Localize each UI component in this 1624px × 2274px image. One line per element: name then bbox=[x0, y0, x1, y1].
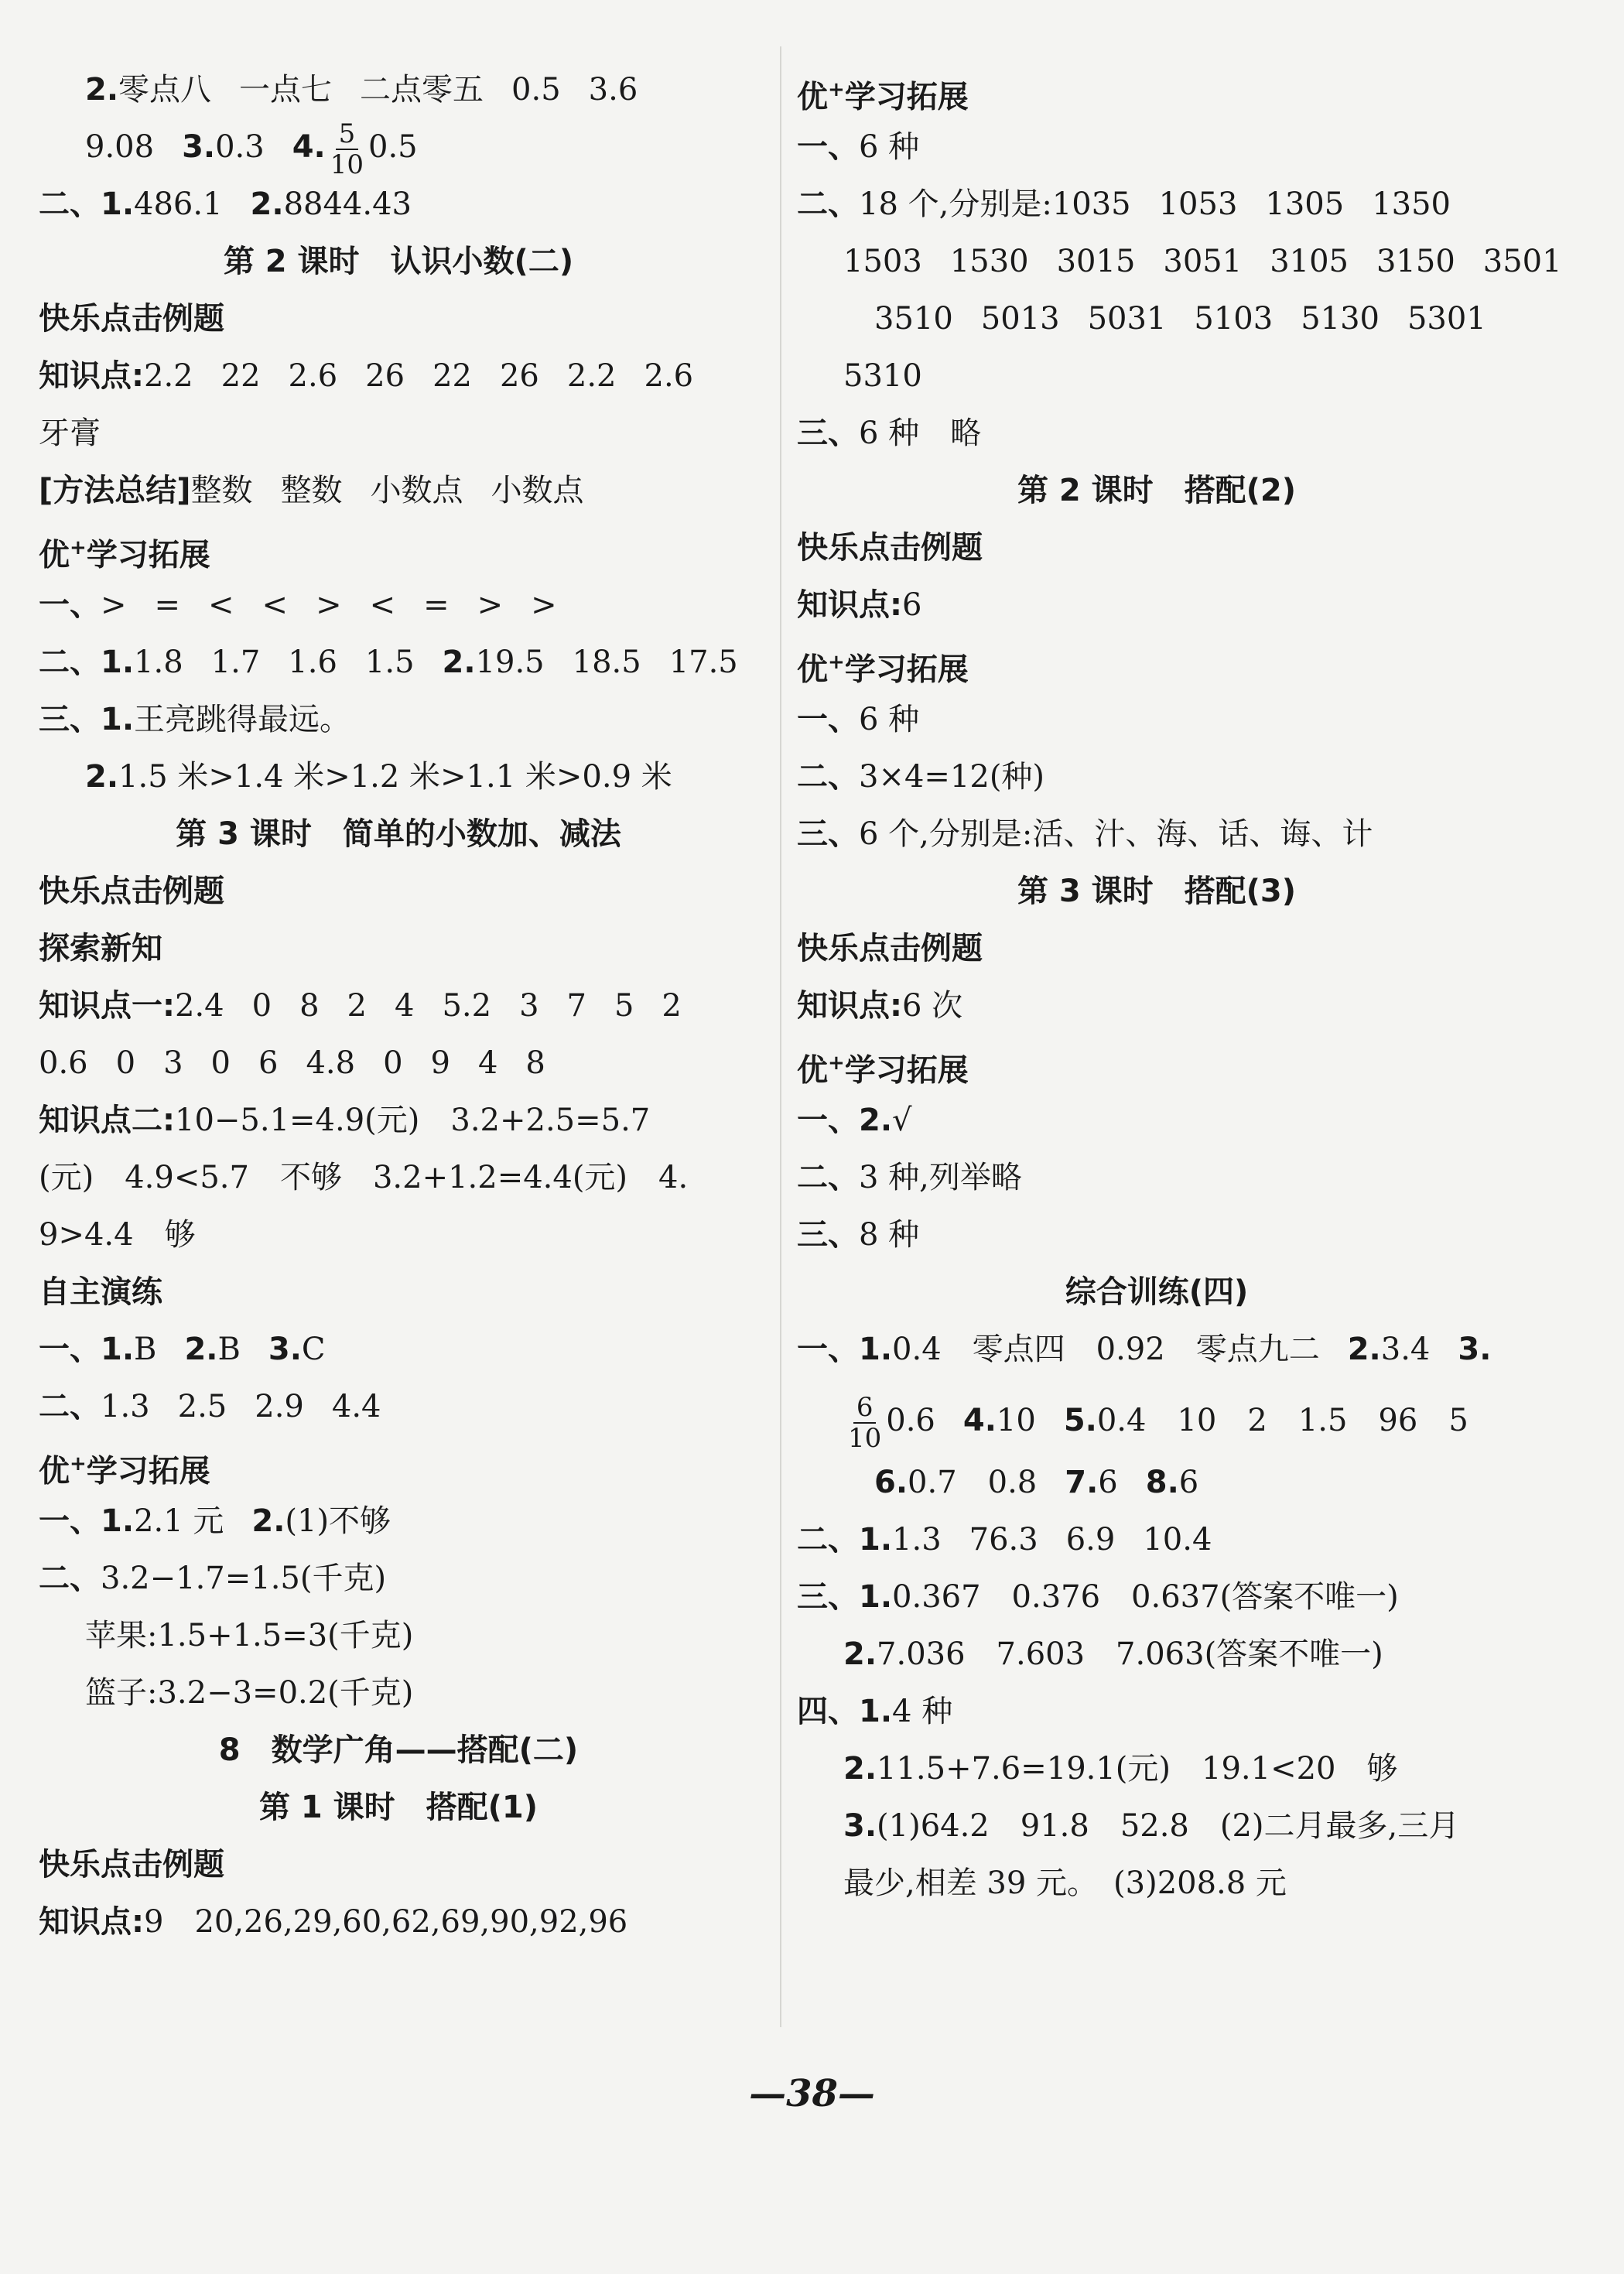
answer-text: > bbox=[477, 587, 504, 623]
section-prefix: 二、 bbox=[39, 186, 101, 222]
answer-text: 0.6 bbox=[39, 1045, 88, 1081]
answer-text: 1.6 bbox=[288, 645, 337, 680]
item-number: 7. bbox=[1065, 1465, 1099, 1500]
section-heading bbox=[39, 526, 210, 576]
lesson-heading: 第 2 课时 搭配(2) bbox=[1017, 473, 1297, 508]
heading-text: 优 bbox=[39, 1453, 70, 1489]
answer-text: 0.4 零点四 0.92 零点九二 bbox=[892, 1332, 1320, 1367]
item-number: 2. bbox=[85, 72, 119, 108]
column-divider bbox=[780, 46, 781, 2027]
answer-text: (1)64.2 91.8 52.8 (2)二月最多,三月 bbox=[877, 1808, 1460, 1844]
section-heading: 快乐点击例题 bbox=[39, 1847, 224, 1882]
answer-text: 9 20,26,29,60,62,69,90,92,96 bbox=[144, 1904, 628, 1940]
section-prefix: 一、 bbox=[39, 587, 101, 623]
answer-text: 0.3 bbox=[215, 129, 265, 165]
item-number: 1. bbox=[101, 702, 135, 737]
item-number: 1. bbox=[859, 1332, 893, 1367]
answer-text: 18 个,分别是: bbox=[859, 186, 1052, 222]
answer-text: 6.9 bbox=[1065, 1522, 1116, 1558]
answer-line bbox=[797, 1575, 1399, 1619]
answer-text: 3.6 bbox=[588, 72, 638, 108]
answer-line bbox=[39, 1385, 409, 1428]
answer-text: B bbox=[217, 1332, 241, 1367]
answer-line bbox=[39, 1499, 391, 1543]
answer-text: 1.5 bbox=[364, 645, 415, 680]
answer-text: 26 bbox=[499, 358, 539, 394]
answer-text: 6 bbox=[1178, 1465, 1199, 1500]
answer-text: 17.5 bbox=[668, 645, 738, 680]
answer-line bbox=[39, 1900, 627, 1944]
answer-line bbox=[874, 1461, 1226, 1504]
answer-text: 6 种 bbox=[859, 702, 920, 737]
denominator: 10 bbox=[330, 149, 364, 180]
section-prefix: 二、 bbox=[797, 1522, 859, 1558]
answer-line bbox=[39, 641, 766, 684]
answer-text: 2.4 bbox=[175, 988, 224, 1024]
answer-text: 4 种 bbox=[892, 1694, 953, 1729]
section-heading bbox=[797, 1041, 969, 1092]
answer-line bbox=[39, 1328, 354, 1371]
heading-text: 学习拓展 bbox=[844, 651, 969, 688]
answer-text: 6 次 bbox=[902, 988, 963, 1024]
check-mark: √ bbox=[892, 1103, 912, 1138]
item-number: 8. bbox=[1145, 1465, 1179, 1500]
answer-text: 3 bbox=[519, 988, 539, 1024]
answer-text: 3015 bbox=[1056, 244, 1136, 279]
answer-text: 9 bbox=[430, 1045, 450, 1081]
answer-text: 5130 bbox=[1301, 301, 1380, 337]
page-number: —38— bbox=[749, 2072, 875, 2115]
knowledge-label: 知识点: bbox=[797, 587, 902, 623]
answer-text: 1530 bbox=[949, 244, 1029, 279]
answer-text: 0 bbox=[383, 1045, 403, 1081]
answer-line bbox=[39, 354, 721, 398]
item-number: 3. bbox=[843, 1808, 877, 1844]
item-number: 3. bbox=[268, 1332, 302, 1367]
answer-text: 4.8 bbox=[306, 1045, 356, 1081]
section-heading: 自主演练 bbox=[39, 1274, 162, 1310]
answer-line bbox=[797, 1156, 1022, 1199]
answer-text: 3×4=12(种) bbox=[859, 759, 1045, 795]
answer-text: 1503 bbox=[843, 244, 922, 279]
answer-text: 篮子:3.2−3=0.2(千克) bbox=[85, 1675, 414, 1711]
answer-text: 3105 bbox=[1270, 244, 1349, 279]
answer-line bbox=[39, 183, 412, 226]
answer-line bbox=[797, 984, 962, 1028]
answer-text: (元) 4.9<5.7 不够 3.2+1.2=4.4(元) 4. bbox=[39, 1160, 689, 1195]
answer-text: 9.08 bbox=[85, 129, 155, 165]
answer-line bbox=[797, 1099, 912, 1142]
answer-text: 5.2 bbox=[442, 988, 492, 1024]
lesson-heading: 综合训练(四) bbox=[1065, 1274, 1249, 1310]
answer-text: = bbox=[154, 587, 181, 623]
answer-line bbox=[843, 1633, 1383, 1676]
answer-line bbox=[39, 583, 585, 627]
item-number: 4. bbox=[292, 129, 326, 165]
denominator: 10 bbox=[848, 1423, 882, 1454]
section-prefix: 一、 bbox=[797, 129, 859, 165]
answer-text: 76.3 bbox=[969, 1522, 1038, 1558]
answer-line bbox=[85, 68, 665, 111]
answer-line bbox=[39, 698, 350, 741]
knowledge-label: 知识点二: bbox=[39, 1103, 175, 1138]
answer-text: 3.4 bbox=[1380, 1332, 1431, 1367]
answer-line bbox=[39, 1041, 573, 1085]
answer-text: 3150 bbox=[1376, 244, 1455, 279]
answer-text: = bbox=[423, 587, 450, 623]
answer-text: > bbox=[316, 587, 342, 623]
section-prefix: 二、 bbox=[39, 1389, 101, 1424]
knowledge-label: 知识点一: bbox=[39, 988, 175, 1024]
item-number: 1. bbox=[101, 1503, 135, 1539]
answer-text: 苹果:1.5+1.5=3(千克) bbox=[85, 1618, 414, 1653]
section-prefix: 二、 bbox=[39, 645, 101, 680]
answer-text: 0.4 10 2 1.5 96 5 bbox=[1096, 1403, 1468, 1438]
answer-text: < bbox=[208, 587, 234, 623]
answer-text: 0 bbox=[210, 1045, 231, 1081]
answer-text: 1.3 bbox=[892, 1522, 942, 1558]
answer-text: 10.4 bbox=[1143, 1522, 1212, 1558]
item-number: 1. bbox=[101, 1332, 135, 1367]
answer-line bbox=[797, 583, 921, 627]
answer-text: 6 bbox=[1098, 1465, 1118, 1500]
answer-text: 22 bbox=[221, 358, 261, 394]
answer-text: 19.5 bbox=[475, 645, 545, 680]
answer-text: 2 bbox=[662, 988, 682, 1024]
answer-text: 最少,相差 39 元。 (3)208.8 元 bbox=[843, 1865, 1287, 1901]
answer-line bbox=[39, 1099, 650, 1142]
answer-text: 0.6 bbox=[886, 1403, 935, 1438]
section-prefix: 一、 bbox=[39, 1332, 101, 1367]
answer-text: > bbox=[101, 587, 127, 623]
item-number: 6. bbox=[874, 1465, 908, 1500]
answer-line bbox=[797, 698, 919, 741]
answer-line bbox=[85, 755, 672, 798]
heading-sup: + bbox=[828, 651, 845, 674]
answer-text: (1)不够 bbox=[285, 1503, 391, 1539]
answer-text: 2 bbox=[347, 988, 367, 1024]
section-prefix: 三、 bbox=[797, 816, 859, 852]
heading-text: 学习拓展 bbox=[86, 1453, 210, 1489]
right-column bbox=[797, 60, 1562, 2041]
answer-text: 一点七 bbox=[239, 72, 333, 108]
answer-line bbox=[39, 1557, 386, 1600]
answer-text: 22 bbox=[432, 358, 472, 394]
answer-text: 6 bbox=[258, 1045, 279, 1081]
answer-text: > bbox=[531, 587, 557, 623]
answer-text: 2.6 bbox=[288, 358, 338, 394]
item-number: 5. bbox=[1063, 1403, 1097, 1438]
section-prefix: 一、 bbox=[797, 1103, 859, 1138]
answer-text: 2.2 bbox=[144, 358, 193, 394]
answer-text: 小数点 bbox=[491, 473, 584, 508]
answer-line bbox=[797, 755, 1044, 798]
heading-text: 学习拓展 bbox=[844, 79, 969, 115]
answer-text: 3.2−1.7=1.5(千克) bbox=[101, 1561, 387, 1596]
answer-text: 1.7 bbox=[210, 645, 261, 680]
section-prefix: 一、 bbox=[39, 1503, 101, 1539]
answer-text: 5013 bbox=[980, 301, 1060, 337]
answer-text: 1.8 bbox=[134, 645, 183, 680]
item-number: 2. bbox=[85, 759, 119, 795]
answer-text: 5103 bbox=[1194, 301, 1274, 337]
answer-text: 1.5 米>1.4 米>1.2 米>1.1 米>0.9 米 bbox=[118, 759, 672, 795]
answer-line bbox=[85, 119, 446, 180]
section-heading: 快乐点击例题 bbox=[797, 931, 983, 966]
answer-line bbox=[797, 412, 981, 455]
heading-text: 优 bbox=[39, 537, 70, 573]
knowledge-label: 知识点: bbox=[39, 358, 144, 394]
answer-text: 1035 bbox=[1051, 186, 1131, 222]
answer-text: 4.4 bbox=[331, 1389, 381, 1424]
answer-text: 18.5 bbox=[572, 645, 641, 680]
answer-text: 6 种 略 bbox=[859, 415, 982, 451]
item-number: 2. bbox=[250, 186, 284, 222]
item-number: 2. bbox=[843, 1751, 877, 1787]
item-number: 2. bbox=[859, 1103, 893, 1138]
section-prefix: 三、 bbox=[797, 1579, 859, 1615]
heading-text: 优 bbox=[797, 651, 828, 688]
heading-sup: + bbox=[70, 1452, 87, 1476]
answer-text: < bbox=[262, 587, 289, 623]
answer-text: 0 bbox=[115, 1045, 136, 1081]
lesson-heading: 第 1 课时 搭配(1) bbox=[258, 1790, 538, 1825]
answer-line bbox=[797, 1328, 1491, 1371]
answer-text: 7.036 7.603 7.063(答案不唯一) bbox=[877, 1636, 1383, 1672]
answer-text: 5310 bbox=[843, 358, 922, 394]
answer-text: 零点八 bbox=[118, 72, 212, 108]
item-number: 3. bbox=[1458, 1332, 1492, 1367]
item-number: 2. bbox=[184, 1332, 218, 1367]
answer-text: 8 bbox=[525, 1045, 545, 1081]
answer-text: 1.3 bbox=[101, 1389, 150, 1424]
fraction bbox=[848, 1393, 881, 1453]
knowledge-label: 知识点: bbox=[797, 988, 902, 1024]
answer-line bbox=[843, 1747, 1398, 1790]
heading-text: 学习拓展 bbox=[844, 1052, 969, 1089]
section-heading: 探索新知 bbox=[39, 931, 162, 966]
answer-text: 4 bbox=[394, 988, 415, 1024]
lesson-heading: 第 2 课时 认识小数(二) bbox=[223, 244, 574, 279]
answer-text: 7 bbox=[566, 988, 586, 1024]
answer-text: 26 bbox=[365, 358, 405, 394]
heading-text: 学习拓展 bbox=[86, 537, 210, 573]
answer-text: 8 种 bbox=[859, 1217, 920, 1253]
item-number: 2. bbox=[1347, 1332, 1381, 1367]
answer-text: 5031 bbox=[1087, 301, 1167, 337]
section-prefix: 三、 bbox=[39, 702, 101, 737]
lesson-heading: 第 3 课时 搭配(3) bbox=[1017, 874, 1297, 909]
answer-line bbox=[797, 1213, 919, 1257]
heading-text: 优 bbox=[797, 1052, 828, 1089]
heading-sup: + bbox=[828, 78, 845, 101]
answer-text: 5 bbox=[614, 988, 634, 1024]
answer-text: 8844.43 bbox=[283, 186, 412, 222]
answer-text: 1053 bbox=[1158, 186, 1238, 222]
answer-text: 6 种 bbox=[859, 129, 920, 165]
answer-text: 3510 bbox=[874, 301, 953, 337]
heading-sup: + bbox=[70, 536, 87, 559]
answer-text: 486.1 bbox=[134, 186, 223, 222]
heading-text: 优 bbox=[797, 79, 828, 115]
answer-line bbox=[843, 1393, 1468, 1453]
answer-text: 0 bbox=[251, 988, 272, 1024]
answer-text: 9>4.4 够 bbox=[39, 1217, 196, 1253]
answer-text: 1305 bbox=[1265, 186, 1345, 222]
numerator: 6 bbox=[853, 1393, 877, 1424]
answer-text: 4 bbox=[477, 1045, 498, 1081]
answer-text: 牙膏 bbox=[39, 415, 101, 451]
section-prefix: 二、 bbox=[797, 186, 859, 222]
answer-line bbox=[39, 469, 612, 512]
item-number: 4. bbox=[962, 1403, 997, 1438]
section-prefix: 三、 bbox=[797, 1217, 859, 1253]
answer-text: 整数 bbox=[190, 473, 253, 508]
item-number: 2. bbox=[843, 1636, 877, 1672]
answer-text: 10 bbox=[996, 1403, 1036, 1438]
answer-line bbox=[874, 297, 1514, 340]
lesson-heading: 第 3 课时 简单的小数加、减法 bbox=[176, 816, 621, 852]
left-column bbox=[39, 60, 758, 2041]
section-prefix: 二、 bbox=[797, 759, 859, 795]
answer-text: 2.2 bbox=[566, 358, 617, 394]
answer-line bbox=[797, 1690, 952, 1733]
answer-text: 0.7 0.8 bbox=[908, 1465, 1038, 1500]
answer-text: 8 bbox=[299, 988, 320, 1024]
answer-line bbox=[797, 1518, 1239, 1561]
answer-text: 3051 bbox=[1163, 244, 1243, 279]
section-prefix: 一、 bbox=[797, 702, 859, 737]
section-heading bbox=[39, 1442, 210, 1493]
answer-text: 王亮跳得最远。 bbox=[134, 702, 351, 737]
answer-text: C bbox=[301, 1332, 326, 1367]
section-heading: 快乐点击例题 bbox=[797, 530, 983, 566]
item-number: 1. bbox=[101, 645, 135, 680]
answer-text: 2.6 bbox=[644, 358, 694, 394]
item-number: 1. bbox=[859, 1579, 893, 1615]
section-prefix: 四、 bbox=[797, 1694, 859, 1729]
answer-line bbox=[39, 984, 709, 1028]
section-prefix: 一、 bbox=[797, 1332, 859, 1367]
answer-text: < bbox=[369, 587, 396, 623]
section-heading: 快乐点击例题 bbox=[39, 874, 224, 909]
numerator: 5 bbox=[336, 119, 359, 150]
item-number: 3. bbox=[182, 129, 216, 165]
knowledge-label: 知识点: bbox=[39, 1904, 144, 1940]
answer-text: 1350 bbox=[1372, 186, 1451, 222]
answer-text: 6 bbox=[902, 587, 922, 623]
section-prefix: 二、 bbox=[797, 1160, 859, 1195]
item-number: 1. bbox=[101, 186, 135, 222]
section-prefix: 二、 bbox=[39, 1561, 101, 1596]
item-number: 1. bbox=[859, 1522, 893, 1558]
answer-text: B bbox=[134, 1332, 157, 1367]
fraction bbox=[330, 119, 364, 180]
heading-sup: + bbox=[828, 1052, 845, 1075]
item-number: 2. bbox=[442, 645, 476, 680]
answer-text: 11.5+7.6=19.1(元) 19.1<20 够 bbox=[877, 1751, 1398, 1787]
answer-text: 6 个,分别是:活、汁、海、话、诲、计 bbox=[859, 816, 1373, 852]
answer-line bbox=[797, 183, 1479, 226]
item-number: 1. bbox=[859, 1694, 893, 1729]
chapter-heading: 8 数学广角——搭配(二) bbox=[218, 1732, 579, 1768]
answer-text: 2.1 元 bbox=[134, 1503, 224, 1539]
answer-text: 0.5 bbox=[511, 72, 561, 108]
answer-text: 2.9 bbox=[255, 1389, 304, 1424]
answer-text: 3501 bbox=[1482, 244, 1562, 279]
method-label: [方法总结] bbox=[39, 473, 191, 508]
answer-text: 小数点 bbox=[370, 473, 463, 508]
answer-text: 2.5 bbox=[177, 1389, 227, 1424]
answer-text: 整数 bbox=[280, 473, 343, 508]
answer-line bbox=[797, 125, 919, 169]
answer-text: 0.5 bbox=[368, 129, 418, 165]
section-heading bbox=[797, 68, 969, 118]
answer-text: 3 bbox=[163, 1045, 183, 1081]
item-number: 2. bbox=[251, 1503, 285, 1539]
answer-text: 0.367 0.376 0.637(答案不唯一) bbox=[892, 1579, 1399, 1615]
answer-line bbox=[797, 812, 1373, 856]
answer-line bbox=[843, 1804, 1459, 1848]
answer-text: 5301 bbox=[1407, 301, 1486, 337]
section-heading bbox=[797, 641, 969, 691]
section-prefix: 三、 bbox=[797, 415, 859, 451]
answer-text: 3 种,列举略 bbox=[859, 1160, 1022, 1195]
section-heading: 快乐点击例题 bbox=[39, 301, 224, 337]
answer-line bbox=[843, 240, 1590, 283]
answer-text: 10−5.1=4.9(元) 3.2+2.5=5.7 bbox=[175, 1103, 651, 1138]
answer-text: 二点零五 bbox=[360, 72, 484, 108]
